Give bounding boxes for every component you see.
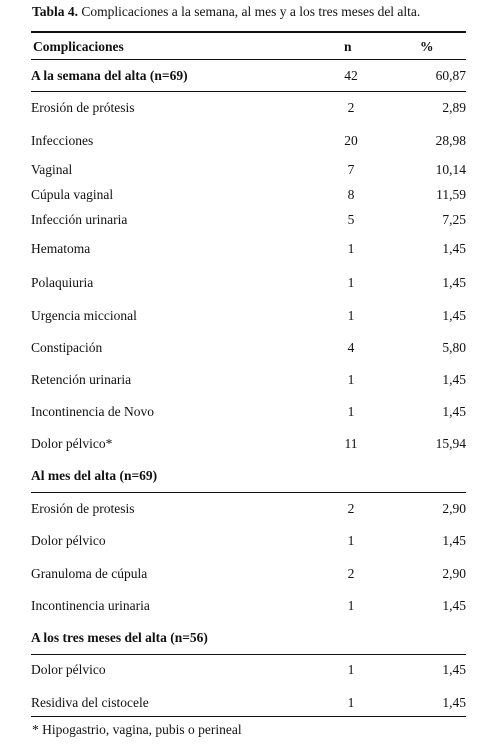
header-rule — [31, 59, 466, 60]
complication-label: Cúpula vaginal — [31, 186, 114, 202]
count-cell: 1 — [347, 695, 355, 710]
complications-table — [31, 61, 466, 720]
count-cell: 1 — [347, 533, 355, 548]
table-row — [31, 157, 466, 182]
count-cell — [321, 622, 381, 654]
table-row — [31, 124, 466, 157]
complication-label: Constipación — [31, 340, 103, 355]
count-cell: 20 — [344, 132, 358, 148]
percent-cell: 10,14 — [435, 161, 466, 177]
table-row — [31, 557, 466, 590]
table-row — [31, 525, 466, 557]
count-cell — [321, 460, 381, 492]
percent-cell: 2,90 — [442, 500, 466, 516]
complication-label: Dolor pélvico — [31, 662, 106, 678]
complication-label: Al mes del alta (n=69) — [31, 467, 158, 483]
percent-cell: 1,45 — [442, 307, 466, 323]
percent-cell: 2,90 — [442, 565, 466, 581]
percent-cell: 11,59 — [436, 186, 466, 202]
table-row — [31, 492, 466, 525]
percent-cell: 1,45 — [442, 598, 466, 613]
percent-cell: 15,94 — [435, 436, 466, 451]
table-row — [31, 428, 466, 460]
complication-label: Vaginal — [31, 161, 73, 177]
top-rule — [31, 31, 466, 33]
table-row — [31, 232, 466, 266]
table-header — [31, 35, 466, 59]
count-cell: 2 — [347, 565, 355, 581]
count-cell: 1 — [347, 598, 355, 613]
count-cell: 1 — [347, 662, 355, 678]
table-row — [31, 364, 466, 396]
complication-label: Erosión de protesis — [31, 500, 135, 516]
footnote: * Hipogastrio, vagina, pubis o perineal — [32, 722, 242, 737]
section-row — [31, 622, 466, 654]
table-row — [31, 266, 466, 299]
count-cell: 1 — [347, 307, 355, 323]
percent-cell: 1,45 — [442, 372, 466, 387]
complication-label: Incontinencia de Novo — [31, 404, 154, 419]
complication-label: Retención urinaria — [31, 372, 132, 387]
percent-cell — [381, 622, 466, 654]
complication-label: Dolor pélvico — [31, 533, 106, 548]
table-row — [31, 654, 466, 686]
header-percent: % — [420, 39, 434, 54]
count-cell: 42 — [344, 67, 358, 83]
count-cell: 2 — [347, 99, 355, 115]
count-cell: 1 — [347, 404, 355, 419]
bottom-rule — [31, 716, 466, 717]
percent-cell: 5,80 — [442, 340, 466, 355]
header-complicaciones: Complicaciones — [33, 39, 124, 54]
percent-cell: 60,87 — [435, 67, 466, 83]
table-row — [31, 299, 466, 332]
count-cell: 1 — [347, 372, 355, 387]
header-n: n — [344, 39, 352, 54]
percent-cell: 1,45 — [442, 695, 466, 710]
percent-cell: 7,25 — [442, 211, 466, 227]
section-row — [31, 460, 466, 492]
count-cell: 4 — [347, 340, 355, 355]
table-row — [31, 182, 466, 207]
section-row — [31, 61, 466, 91]
table-row — [31, 207, 466, 232]
percent-cell: 1,45 — [442, 404, 466, 419]
count-cell: 2 — [347, 500, 355, 516]
caption-label: Tabla 4. — [32, 4, 79, 19]
complication-label: Incontinencia urinaria — [31, 598, 150, 613]
caption-text: Complicaciones a la semana, al mes y a los tres meses del alta. — [78, 4, 421, 19]
percent-cell: 1,45 — [442, 241, 466, 256]
percent-cell: 28,98 — [435, 132, 466, 148]
table-caption — [32, 3, 492, 21]
table-row — [31, 686, 466, 720]
complication-label: Infecciones — [31, 132, 94, 148]
count-cell: 8 — [347, 186, 355, 202]
percent-cell: 2,89 — [442, 99, 466, 115]
percent-cell — [381, 460, 466, 492]
complication-label: Dolor pélvico* — [31, 436, 113, 451]
complication-label: Granuloma de cúpula — [31, 565, 148, 581]
percent-cell: 1,45 — [442, 662, 466, 678]
percent-cell: 1,45 — [442, 274, 466, 290]
table-row — [31, 396, 466, 428]
complication-label: Erosión de prótesis — [31, 99, 135, 115]
complication-label: Urgencia miccional — [31, 307, 137, 323]
count-cell: 5 — [347, 211, 355, 227]
complication-label: A la semana del alta (n=69) — [31, 67, 188, 83]
complication-label: Polaquiuria — [31, 274, 94, 290]
table-row — [31, 91, 466, 124]
complication-label: Infección urinaria — [31, 211, 128, 227]
complication-label: Hematoma — [31, 241, 91, 256]
count-cell: 7 — [347, 161, 355, 177]
complication-label: A los tres meses del alta (n=56) — [31, 629, 208, 645]
complication-label: Residiva del cistocele — [31, 695, 149, 710]
count-cell: 1 — [347, 274, 355, 290]
count-cell: 11 — [344, 436, 358, 451]
percent-cell: 1,45 — [442, 533, 466, 548]
table-body — [31, 61, 466, 720]
table-row — [31, 332, 466, 364]
table-row — [31, 590, 466, 622]
count-cell: 1 — [347, 241, 355, 256]
